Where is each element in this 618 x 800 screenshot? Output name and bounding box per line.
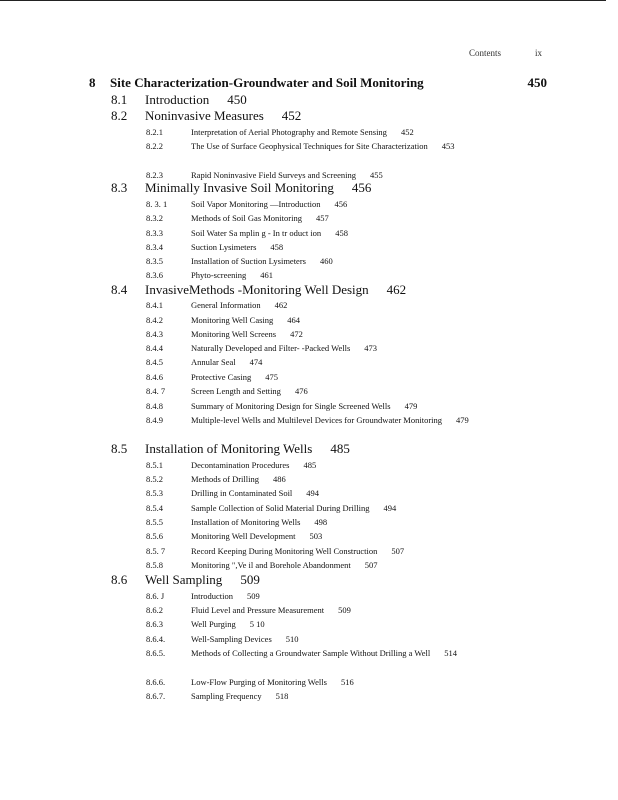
subsection-page: 498 bbox=[314, 517, 328, 527]
subsection-entry[interactable] bbox=[146, 501, 526, 515]
subsection-title: Monitoring ",Ve il and Borehole Abandonment bbox=[191, 560, 351, 570]
subsection-number: 8.6.4. bbox=[146, 634, 166, 644]
subsection-number: 8.2.3 bbox=[146, 170, 163, 180]
section-page: 456 bbox=[351, 180, 372, 195]
subsection-number: 8.4.8 bbox=[146, 401, 163, 411]
subsection-number: 8. 3. 1 bbox=[146, 199, 168, 209]
subsection-page: 516 bbox=[340, 677, 354, 687]
subsection-page: 5 10 bbox=[249, 619, 265, 629]
subsection-title: Interpretation of Aerial Photography and Remote Sensing bbox=[191, 127, 387, 137]
section-number: 8.3 bbox=[111, 180, 128, 195]
subsection-number: 8.5.1 bbox=[146, 460, 163, 470]
section-entry[interactable] bbox=[111, 108, 301, 124]
section-title: Well Sampling bbox=[145, 572, 223, 587]
subsection-title: Screen Length and Setting bbox=[191, 386, 281, 396]
subsection-number: 8.4.1 bbox=[146, 300, 163, 310]
subsection-page: 494 bbox=[383, 503, 397, 513]
subsection-number: 8.4.3 bbox=[146, 329, 163, 339]
subsection-page: 475 bbox=[265, 372, 278, 382]
subsection-title: Naturally Developed and Filter- -Packed Wells bbox=[191, 343, 351, 353]
subsection-number: 8.6.2 bbox=[146, 605, 163, 615]
subsection-entry[interactable] bbox=[146, 632, 526, 646]
chapter-title: Site Characterization-Groundwater and Soil Monitoring bbox=[110, 75, 424, 90]
subsection-entry[interactable] bbox=[146, 139, 526, 153]
section-title: Noninvasive Measures bbox=[145, 108, 264, 123]
subsection-number: 8.4.9 bbox=[146, 415, 163, 425]
subsection-title: Well-Sampling Devices bbox=[191, 634, 272, 644]
subsection-title: General Information bbox=[191, 300, 261, 310]
subsection-number: 8.3.5 bbox=[146, 256, 163, 266]
subsection-entry[interactable] bbox=[146, 675, 526, 689]
section-page: 450 bbox=[227, 92, 247, 107]
subsection-page: 452 bbox=[400, 127, 414, 137]
subsection-entry[interactable] bbox=[146, 603, 526, 617]
subsection-number: 8.6.3 bbox=[146, 619, 163, 629]
section-entry[interactable] bbox=[111, 441, 350, 457]
subsection-entry[interactable] bbox=[146, 327, 526, 341]
subsection-page: 479 bbox=[404, 401, 418, 411]
subsection-entry[interactable] bbox=[146, 646, 526, 660]
chapter-number: 8 bbox=[89, 75, 96, 90]
subsection-title: Summary of Monitoring Design for Single Screened Wells bbox=[191, 401, 391, 411]
subsection-title: Low-Flow Purging of Monitoring Wells bbox=[191, 677, 327, 687]
subsection-entry[interactable] bbox=[146, 268, 526, 282]
subsection-title: The Use of Surface Geophysical Techniques for Site Characterization bbox=[191, 141, 428, 151]
subsection-entry[interactable] bbox=[146, 458, 526, 472]
subsection-page: 510 bbox=[285, 634, 299, 644]
subsection-number: 8.4.5 bbox=[146, 357, 163, 367]
section-page: 462 bbox=[386, 282, 407, 297]
subsection-title: Methods of Drilling bbox=[191, 474, 259, 484]
section-title: Introduction bbox=[145, 92, 210, 107]
subsection-title: Drilling in Contaminated Soil bbox=[191, 488, 293, 498]
subsection-entry[interactable] bbox=[146, 472, 526, 486]
subsection-entry[interactable] bbox=[146, 226, 526, 240]
subsection-number: 8.4.2 bbox=[146, 315, 163, 325]
subsection-entry[interactable] bbox=[146, 125, 526, 139]
section-number: 8.5 bbox=[111, 441, 128, 456]
subsection-entry[interactable] bbox=[146, 399, 526, 413]
subsection-number: 8.5. 7 bbox=[146, 546, 166, 556]
running-header bbox=[469, 48, 542, 58]
subsection-page: 494 bbox=[306, 488, 320, 498]
subsection-title: Monitoring Well Development bbox=[191, 531, 296, 541]
subsection-page: 485 bbox=[303, 460, 317, 470]
subsection-number: 8.4.4 bbox=[146, 343, 163, 353]
subsection-number: 8.4. 7 bbox=[146, 386, 166, 396]
subsection-number: 8.3.4 bbox=[146, 242, 163, 252]
subsection-number: 8.4.6 bbox=[146, 372, 163, 382]
subsection-number: 8.6.5. bbox=[146, 648, 166, 658]
subsection-page: 462 bbox=[274, 300, 288, 310]
subsection-number: 8.6.6. bbox=[146, 677, 166, 687]
subsection-title: Suction Lysimeters bbox=[191, 242, 257, 252]
header-page-number: ix bbox=[534, 48, 542, 58]
subsection-number: 8.5.8 bbox=[146, 560, 163, 570]
subsection-page: 457 bbox=[315, 213, 329, 223]
subsection-entry[interactable] bbox=[146, 313, 526, 327]
subsection-title: Sample Collection of Solid Material During Drilling bbox=[191, 503, 370, 513]
section-number: 8.2 bbox=[111, 108, 128, 123]
subsection-title: Well Purging bbox=[191, 619, 236, 629]
subsection-entry[interactable] bbox=[146, 617, 526, 631]
subsection-page: 455 bbox=[370, 170, 383, 180]
subsection-number: 8.5.3 bbox=[146, 488, 163, 498]
subsection-title: Multiple-level Wells and Multilevel Devices for Groundwater Monitoring bbox=[191, 415, 443, 425]
subsection-number: 8.6.7. bbox=[146, 691, 166, 701]
subsection-page: 486 bbox=[273, 474, 286, 484]
subsection-number: 8.5.6 bbox=[146, 531, 163, 541]
subsection-number: 8.3.2 bbox=[146, 213, 163, 223]
section-page: 452 bbox=[281, 108, 302, 123]
subsection-entry[interactable] bbox=[146, 558, 526, 572]
subsection-entry[interactable] bbox=[146, 515, 526, 529]
subsection-title: Fluid Level and Pressure Measurement bbox=[191, 605, 325, 615]
header-title: Contents bbox=[468, 48, 501, 58]
subsection-number: 8.3.3 bbox=[146, 228, 163, 238]
subsection-title: Methods of Soil Gas Monitoring bbox=[191, 213, 302, 223]
subsection-title: Installation of Monitoring Wells bbox=[191, 517, 301, 527]
subsection-title: Protective Casing bbox=[191, 372, 252, 382]
subsection-page: 458 bbox=[335, 228, 348, 238]
subsection-page: 461 bbox=[260, 270, 273, 280]
subsection-page: 460 bbox=[319, 256, 333, 266]
subsection-entry[interactable] bbox=[146, 529, 526, 543]
subsection-page: 479 bbox=[456, 415, 469, 425]
subsection-page: 509 bbox=[247, 591, 260, 601]
subsection-entry[interactable] bbox=[146, 384, 526, 398]
subsection-page: 503 bbox=[309, 531, 323, 541]
section-title: Installation of Monitoring Wells bbox=[145, 441, 313, 456]
subsection-number: 8.5.2 bbox=[146, 474, 163, 484]
subsection-entry[interactable] bbox=[146, 298, 526, 312]
section-entry[interactable] bbox=[111, 180, 371, 196]
section-page: 485 bbox=[330, 441, 350, 456]
subsection-page: 509 bbox=[338, 605, 351, 615]
subsection-entry[interactable] bbox=[146, 240, 526, 254]
subsection-title: Methods of Collecting a Groundwater Sample Without Drilling a Well bbox=[191, 648, 431, 658]
subsection-entry[interactable] bbox=[146, 486, 526, 500]
subsection-page: 458 bbox=[270, 242, 284, 252]
section-number: 8.1 bbox=[111, 92, 128, 107]
subsection-title: Rapid Noninvasive Field Surveys and Screening bbox=[191, 170, 357, 180]
subsection-number: 8.3.6 bbox=[146, 270, 163, 280]
subsection-page: 507 bbox=[391, 546, 405, 556]
subsection-entry[interactable] bbox=[146, 254, 526, 268]
subsection-entry[interactable] bbox=[146, 355, 526, 369]
subsection-title: Annular Seal bbox=[191, 357, 236, 367]
subsection-entry[interactable] bbox=[146, 341, 526, 355]
subsection-page: 476 bbox=[294, 386, 308, 396]
subsection-entry[interactable] bbox=[146, 689, 526, 703]
subsection-title: Sampling Frequency bbox=[191, 691, 262, 701]
subsection-page: 456 bbox=[334, 199, 348, 209]
subsection-title: Record Keeping During Monitoring Well Construction bbox=[191, 546, 378, 556]
subsection-number: 8.2.1 bbox=[146, 127, 163, 137]
section-number: 8.6 bbox=[111, 572, 128, 587]
subsection-title: Soil Water Sa mplin g - In tr oduct ion bbox=[191, 228, 322, 238]
subsection-number: 8.2.2 bbox=[146, 141, 163, 151]
subsection-page: 514 bbox=[444, 648, 457, 658]
subsection-entry[interactable] bbox=[146, 589, 526, 603]
top-rule bbox=[0, 0, 606, 1]
subsection-page: 453 bbox=[441, 141, 455, 151]
subsection-page: 507 bbox=[364, 560, 378, 570]
subsection-page: 464 bbox=[287, 315, 301, 325]
section-entry[interactable] bbox=[111, 92, 247, 108]
chapter-page: 450 bbox=[527, 75, 547, 90]
subsection-title: Installation of Suction Lysimeters bbox=[191, 256, 306, 266]
subsection-entry[interactable] bbox=[146, 370, 526, 384]
section-entry[interactable] bbox=[111, 282, 406, 298]
subsection-entry[interactable] bbox=[146, 211, 526, 225]
section-number: 8.4 bbox=[111, 282, 128, 297]
section-title: Minimally Invasive Soil Monitoring bbox=[145, 180, 334, 195]
subsection-entry[interactable] bbox=[146, 413, 526, 427]
subsection-entry[interactable] bbox=[146, 197, 526, 211]
subsection-title: Phyto-screening bbox=[191, 270, 247, 280]
subsection-title: Introduction bbox=[191, 591, 234, 601]
section-page: 509 bbox=[240, 572, 260, 587]
section-entry[interactable] bbox=[111, 572, 260, 588]
subsection-page: 518 bbox=[275, 691, 289, 701]
subsection-title: Monitoring Well Screens bbox=[191, 329, 277, 339]
subsection-title: Soil Vapor Monitoring —Introduction bbox=[191, 199, 321, 209]
subsection-entry[interactable] bbox=[146, 544, 526, 558]
subsection-page: 473 bbox=[364, 343, 378, 353]
subsection-title: Monitoring Well Casing bbox=[191, 315, 274, 325]
subsection-number: 8.5.4 bbox=[146, 503, 163, 513]
subsection-page: 474 bbox=[249, 357, 263, 367]
subsection-page: 472 bbox=[290, 329, 303, 339]
section-title: InvasiveMethods -Monitoring Well Design bbox=[145, 282, 369, 297]
subsection-number: 8.6. J bbox=[146, 591, 165, 601]
subsection-title: Decontamination Procedures bbox=[191, 460, 290, 470]
subsection-number: 8.5.5 bbox=[146, 517, 163, 527]
